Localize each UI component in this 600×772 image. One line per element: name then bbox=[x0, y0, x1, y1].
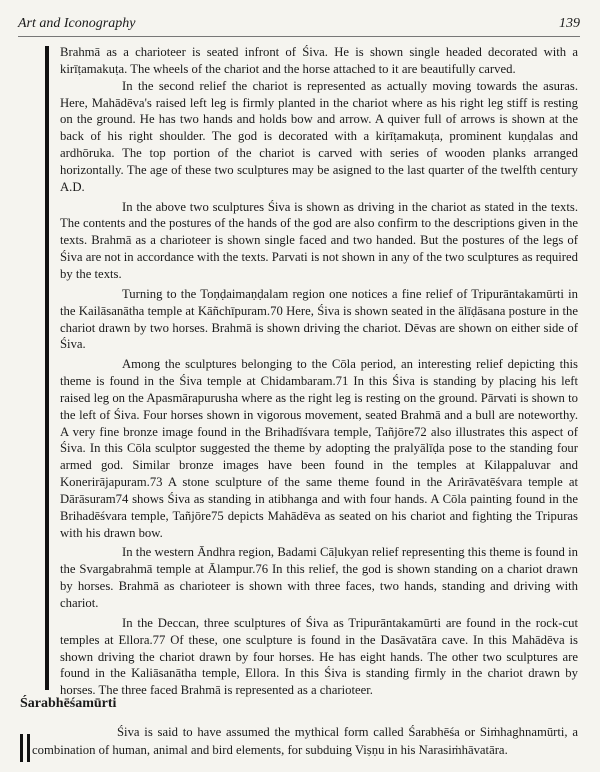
paragraph: Among the sculptures belonging to the Cōla period, an interesting relief depicting this theme is found in the Śiva temple at Chidambaram.71 In this Śiva is standing by placing his left raised leg on the Apasmārapurusha where as the right leg is resting on the ground. Pārvati is shown to the left of Śiva. Four horses shown in vigorous movement, seated Brahmā and a bull are noteworthy. A very fine bronze image found in the Brihadīśvara temple, Tañjōre72 also illustrates this aspect of Śiva. In this Cōla sculptor suggested the theme by adopting the pralyālīḍa pose to the standing four armed god. Similar bronze images have been found in the temples at Kilappaluvar and Konerirājapuram.73 A stone sculpture of the same theme found in the Arirāvatēśvara temple at Dārāsuram74 shows Śiva as standing in atibhanga and with four hands. A Cōla painting found in the Brihadēśvara temple, Tañjōre75 depicts Mahādēva as seated on his chariot and fighting the Tripuras with his drawn bow. bbox=[60, 357, 578, 540]
paragraph: In the second relief the chariot is represented as actually moving towards the asuras. Here, Mahādēva's raised left leg is firmly planted in the chariot where as his right leg stiff is resting on the ground. He has two hands and holds bow and arrow. A quiver full of arrows is shown at the back of his right shoulder. The god is decorated with a kirīṭamakuṭa, prominent kuṇḍalas and ardhōruka. The top portion of the chariot is carved with series of wooden planks arranged horizontally. The age of these two sculptures may be asigned to the last quarter of the twelfth century A.D. bbox=[60, 78, 578, 194]
header-rule bbox=[18, 36, 580, 37]
running-title: Art and Iconography bbox=[18, 16, 136, 31]
body-text bbox=[60, 44, 578, 699]
paragraph: In the above two sculptures Śiva is shown as driving in the chariot as stated in the texts. The contents and the postures of the hands of the god are also confirm to the descriptions given in the texts. Brahmā as a charioteer is shown single faced and two handed. But the postures of the legs of Śiva are not in accordance with the texts. Parvati is not shown in any of the two sculptures as required by the texts. bbox=[60, 199, 578, 281]
margin-bar bbox=[45, 46, 49, 690]
section-body bbox=[32, 724, 578, 759]
margin-bar-small bbox=[20, 734, 30, 762]
paragraph: Śiva is said to have assumed the mythical form called Śarabhēśa or Siṁhaghnamūrti, a combination of human, animal and bird elements, for subduing Viṣṇu in his Narasiṁhāvatāra. bbox=[32, 725, 578, 757]
page-header bbox=[18, 16, 580, 36]
paragraph: In the western Āndhra region, Badami Cāḷukyan relief representing this theme is found in the Svargabrahmā temple at Ālampur.76 In this relief, the god is shown standing on a chariot drawn by horses. Brahmā as charioteer is shown with three faces, two hands, standing and driving with chariot. bbox=[60, 545, 578, 610]
paragraph: In the Deccan, three sculptures of Śiva as Tripurāntakamūrti are found in the rock-cut temples at Ellora.77 Of these, one sculpture is found in the Dasāvatāra cave. In this Mahādēva is shown driving the chariot drawn by four horses. He has eight hands. The other two sculptures are found in the Kaliāsanātha temple, Ellora. In this Śiva is standing firmly in the chariot drawn by horses. The three faced Brahmā is represented as a charioteer. bbox=[60, 615, 578, 698]
paragraph: Turning to the Toṇḍaimaṇḍalam region one notices a fine relief of Tripurāntakamūrti in the Kailāsanātha temple at Kāñchīpuram.70 Here, Śiva is shown seated in the ālīḍāsana posture in the chariot drawn by two horses. Brahmā is shown driving the chariot. Dēvas are shown on either side of Śiva. bbox=[60, 286, 578, 352]
section-heading: Śarabhēśamūrti bbox=[20, 696, 117, 711]
paragraph: Brahmā as a charioteer is seated infront of Śiva. He is shown single headed decorated with a kirīṭamakuṭa. The wheels of the chariot and the horse attached to it are beautifully carved. bbox=[60, 45, 578, 76]
page-number: 139 bbox=[559, 16, 580, 31]
